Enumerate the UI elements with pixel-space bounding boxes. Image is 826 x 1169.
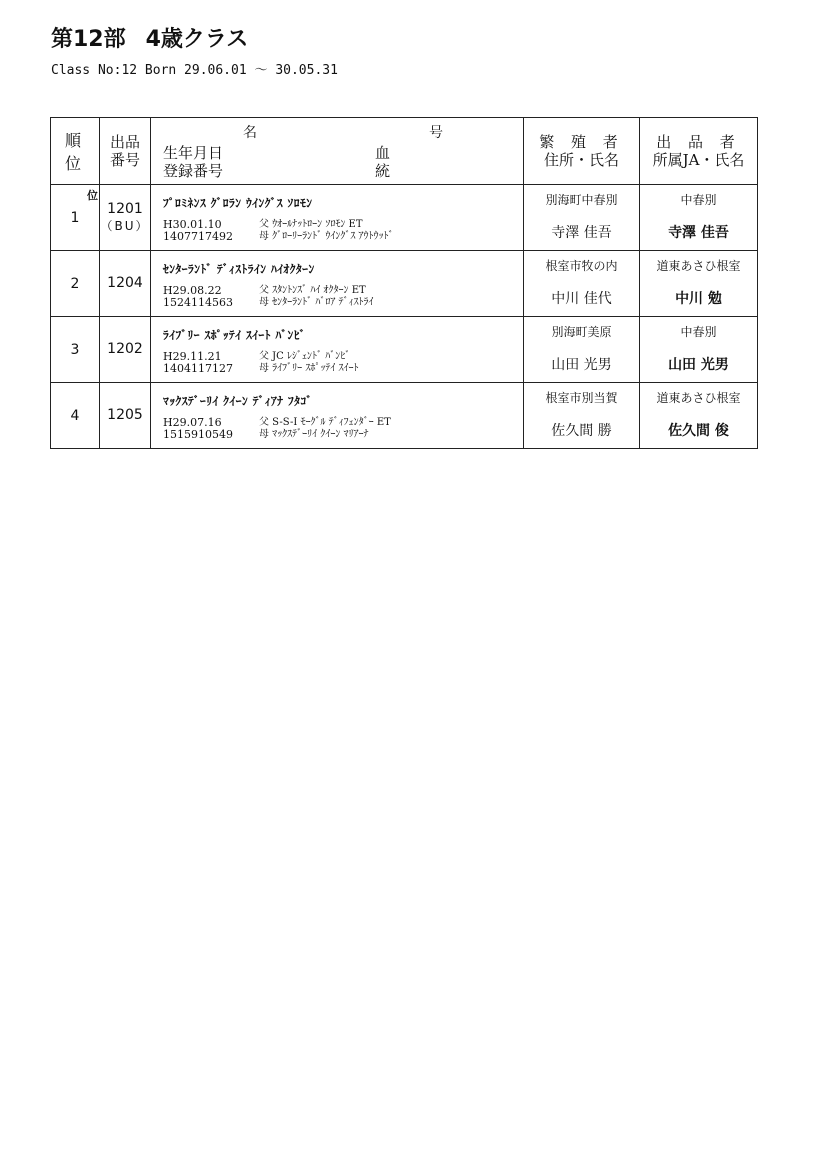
header-rank: 順 位 [51,118,100,185]
entry-tag: （BU） [100,218,150,233]
entry-no-cell [100,185,151,251]
breeder-address: 別海町中春別 [545,193,618,207]
header-name [151,118,524,185]
birth-date: H30.01.10 [163,217,222,231]
table-row [51,185,758,251]
entry-no-cell [100,317,151,383]
horse-name: ﾌﾟﾛﾐﾈﾝｽ ｸﾞﾛﾗﾝ ｳｲﾝｸﾞｽ ｿﾛﾓﾝ [163,195,313,210]
registration-no: 1404117127 [163,361,233,375]
entry-no: 1205 [107,407,143,423]
breeder-name: 寺澤 佳吾 [551,225,612,241]
registration-no: 1524114563 [163,295,233,309]
section-label: 第12部 [51,27,126,52]
birth-date: H29.08.22 [163,283,222,297]
header-birth: 生年月日 [163,144,224,162]
exhibitor-ja: 中春別 [680,325,717,339]
header-entry-no [100,118,151,185]
sire: 父 ｽﾀﾝﾄﾝｽﾞ ﾊｲ ｵｸﾀｰﾝ ET [259,284,366,296]
rank-cell [51,185,100,251]
header-exhibitor [640,118,758,185]
exhibitor-ja: 中春別 [680,193,717,207]
rank-value: 2 [70,275,80,292]
header-entry-no-line2: 番号 [109,151,140,169]
horse-cell [151,317,524,383]
horse-cell [151,251,524,317]
entry-no: 1202 [107,341,143,357]
breeder-cell [524,251,640,317]
header-ketsu: 血 [375,144,391,162]
dam: 母 ｾﾝﾀｰﾗﾝﾄﾞ ﾊﾞﾛｱ ﾃﾞｨｽﾄﾗｲ [259,296,374,308]
birth-date: H29.07.16 [163,415,222,429]
rank-cell [51,317,100,383]
header-name-char: 名 [243,125,257,141]
horse-name: ｾﾝﾀｰﾗﾝﾄﾞ ﾃﾞｨｽﾄﾗｲﾝ ﾊｲｵｸﾀｰﾝ [163,261,315,276]
registration-no: 1407717492 [163,229,233,243]
rank-value: 4 [70,407,80,424]
dam: 母 ﾗｲﾌﾞﾘｰ ｽﾎﾟｯﾃｲ ｽｲｰﾄ [259,362,359,374]
breeder-address: 根室市別当賀 [545,391,618,405]
table-row [51,317,758,383]
header-breeder [524,118,640,185]
breeder-cell [524,317,640,383]
exhibitor-ja: 道東あさひ根室 [656,391,741,405]
exhibitor-name: 寺澤 佳吾 [668,225,729,241]
breeder-cell [524,383,640,449]
class-subtitle: Class No:12 Born 29.06.01 ～ 30.05.31 [51,63,338,78]
breeder-name: 佐久間 勝 [551,423,612,439]
header-entry-no-line1: 出品 [109,133,140,151]
birth-date: H29.11.21 [163,349,222,363]
registration-no: 1515910549 [163,427,233,441]
entry-no-cell [100,383,151,449]
breeder-cell [524,185,640,251]
sire: 父 S-S-I ﾓｰｸﾞﾙ ﾃﾞｨﾌｪﾝﾀﾞｰ ET [259,416,391,428]
header-reg: 登録番号 [163,162,224,180]
breeder-address: 別海町美原 [551,325,612,339]
horse-cell [151,185,524,251]
exhibitor-name: 中川 勉 [675,291,722,307]
header-exhibitor-line1: 出 品 者 [656,133,741,151]
exhibitor-ja: 道東あさひ根室 [656,259,741,273]
breeder-name: 山田 光男 [551,357,612,373]
rank-value: 1 [70,209,80,226]
rank-cell [51,251,100,317]
entry-no: 1204 [107,275,143,291]
dam: 母 ﾏｯｸｽﾃﾞｰﾘｲ ｸｲｰﾝ ﾏﾘｱｰﾅ [259,428,369,440]
class-name: 4歳クラス [145,27,249,52]
header-exhibitor-line2: 所属JA・氏名 [652,151,745,169]
sire: 父 JC ﾚｼﾞｪﾝﾄﾞ ﾊﾞﾝﾋﾞ [259,350,351,362]
sire: 父 ｳｵｰﾙﾅｯﾄﾛｰﾝ ｿﾛﾓﾝ ET [259,218,363,230]
horse-name: ﾏｯｸｽﾃﾞｰﾘｲ ｸｲｰﾝ ﾃﾞｨｱﾅ ﾌﾀｺﾞ [163,393,313,408]
exhibitor-name: 山田 光男 [668,357,729,373]
breeder-address: 根室市牧の内 [545,259,618,273]
rank-cell [51,383,100,449]
table-header-row [51,118,758,185]
exhibitor-cell [640,317,758,383]
page-title [51,22,248,53]
rank-value: 3 [70,341,80,358]
rank-mark: 位 [87,189,98,202]
table-row [51,251,758,317]
entry-no-cell [100,251,151,317]
horse-cell [151,383,524,449]
table-row [51,383,758,449]
header-breeder-line1: 繁 殖 者 [539,133,624,151]
exhibitor-name: 佐久間 俊 [668,423,729,439]
header-gou-char: 号 [429,125,443,141]
exhibitor-cell [640,185,758,251]
header-breeder-line2: 住所・氏名 [543,151,619,169]
exhibitor-cell [640,383,758,449]
entry-no: 1201 [107,200,143,217]
header-tou: 統 [375,162,391,180]
dam: 母 ｸﾞﾛｰﾘｰﾗﾝﾄﾞ ｳｲﾝｸﾞｽ ｱｳﾄｳｯﾄﾞ [259,230,394,242]
results-table [50,117,758,449]
exhibitor-cell [640,251,758,317]
horse-name: ﾗｲﾌﾞﾘｰ ｽﾎﾟｯﾃｲ ｽｲｰﾄ ﾊﾞﾝﾋﾞ [163,327,306,342]
breeder-name: 中川 佳代 [551,291,612,307]
